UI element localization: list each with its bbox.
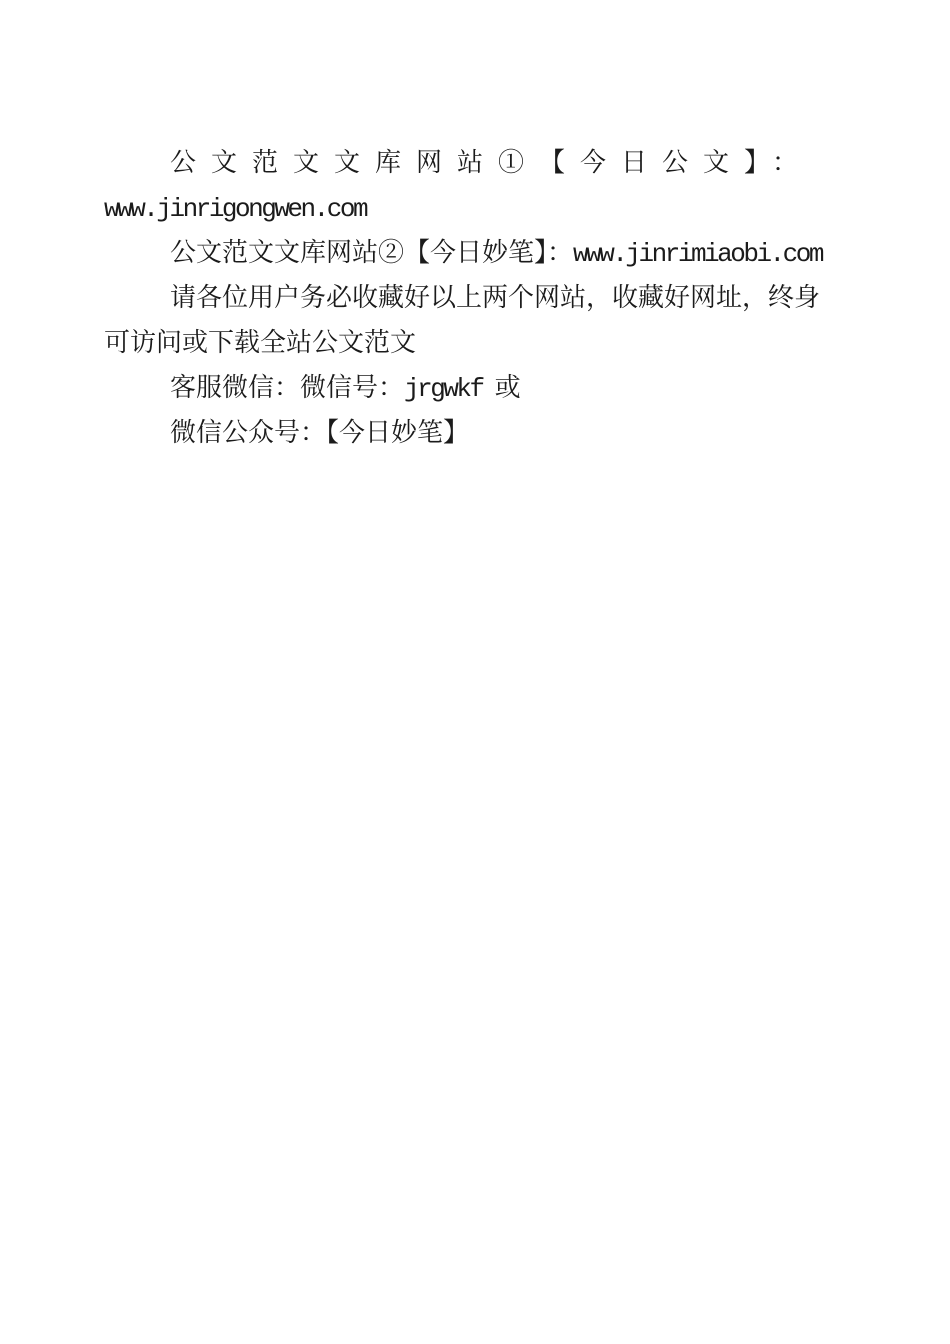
wechat-label: 客服微信：微信号：	[170, 373, 405, 402]
wechat-suffix: 或	[494, 373, 521, 402]
notice-line-2: 可访问或下载全站公文范文	[104, 328, 417, 357]
site2-label: 公文范文文库网站②【今日妙笔】：	[170, 238, 574, 267]
site1-label: 公文范文文库网站①【今日公文】：	[170, 148, 814, 177]
site1-url: www.jinrigongwen.com	[104, 194, 367, 224]
site2-line	[104, 230, 850, 275]
notice-line-1: 请各位用户务必收藏好以上两个网站，收藏好网址，终身	[170, 283, 821, 312]
site1-url-line	[104, 185, 850, 230]
gzh-line: 微信公众号：【今日妙笔】	[170, 418, 470, 447]
site2-url: www.jinrimiaobi.com	[573, 239, 822, 269]
wechat-line	[104, 365, 850, 410]
wechat-id: jrgwkf	[404, 374, 483, 404]
